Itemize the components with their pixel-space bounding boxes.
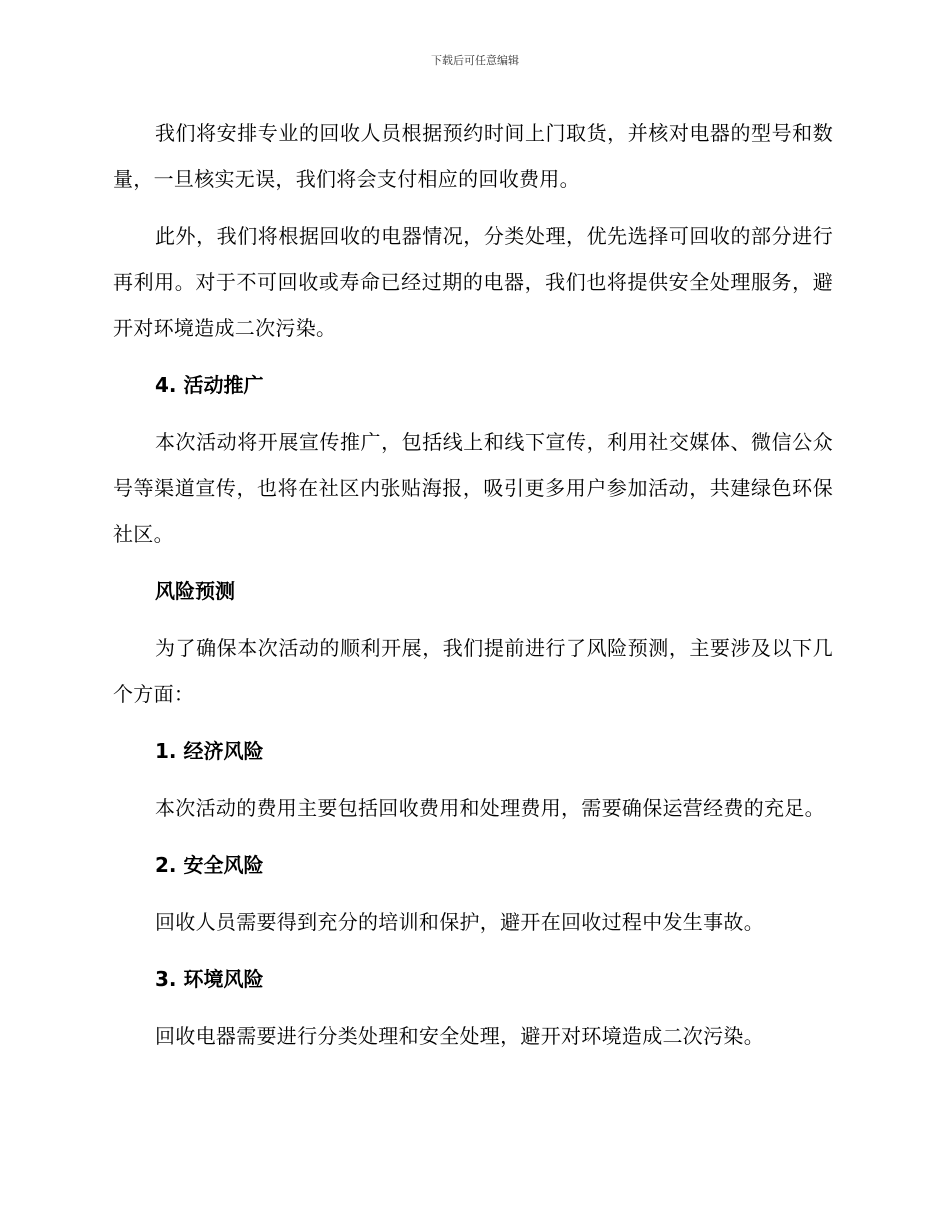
paragraph-safety-risk: 回收人员需要得到充分的培训和保护，避开在回收过程中发生事故。 xyxy=(155,910,764,934)
paragraph-promotion: 本次活动将开展宣传推广，包括线上和线下宣传，利用社交媒体、微信公众号等渠道宣传，也将在社区内张贴海报，吸引更多用户参加活动，共建绿色环保社区。 xyxy=(113,430,833,546)
paragraph-risk-intro: 为了确保本次活动的顺利开展，我们提前进行了风险预测，主要涉及以下几个方面： xyxy=(113,636,833,706)
heading-economic-risk: 1. 经济风险 xyxy=(155,739,264,763)
heading-risk-forecast: 风险预测 xyxy=(155,579,235,603)
heading-safety-risk: 2. 安全风险 xyxy=(155,853,264,877)
paragraph-environment-risk: 回收电器需要进行分类处理和安全处理，避开对环境造成二次污染。 xyxy=(155,1024,764,1048)
heading-environment-risk: 3. 环境风险 xyxy=(155,967,264,991)
paragraph-processing: 此外，我们将根据回收的电器情况，分类处理，优先选择可回收的部分进行再利用。对于不可回收或寿命已经过期的电器，我们也将提供安全处理服务，避开对环境造成二次污染。 xyxy=(113,224,833,340)
page-header-note: 下载后可任意编辑 xyxy=(431,54,519,67)
paragraph-pickup: 我们将安排专业的回收人员根据预约时间上门取货，并核对电器的型号和数量，一旦核实无误，我们将会支付相应的回收费用。 xyxy=(113,121,833,191)
document-body xyxy=(113,110,833,1070)
paragraph-economic-risk: 本次活动的费用主要包括回收费用和处理费用，需要确保运营经费的充足。 xyxy=(155,796,825,820)
heading-promotion: 4. 活动推广 xyxy=(155,373,264,397)
